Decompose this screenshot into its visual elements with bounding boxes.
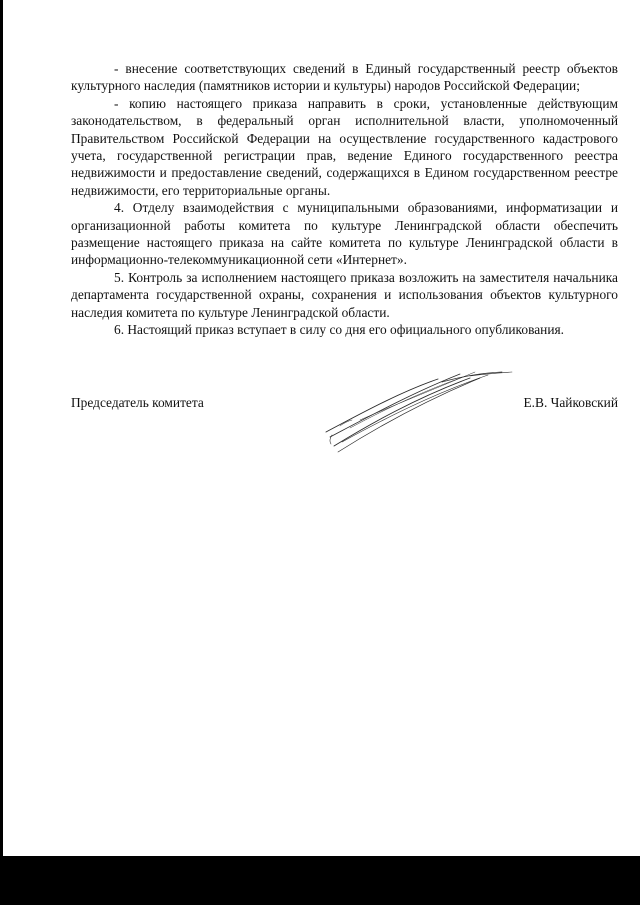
handwritten-signature	[320, 362, 520, 458]
document-body	[71, 60, 618, 339]
paragraph-item-4: 4. Отделу взаимодействия с муниципальными образованиями, информатизации и организационной работы комитета по культуре Ленинградской области обеспечить размещение настоящего приказа на сайте комитета по культуре Ленинградской области в информационно-телекоммуникационной сети «Интернет».	[71, 200, 618, 268]
paragraph-item-6: 6. Настоящий приказ вступает в силу со дня его официального опубликования.	[114, 322, 564, 338]
signatory-name: Е.В. Чайковский	[523, 395, 618, 410]
paragraph-copy-to-authority: - копию настоящего приказа направить в сроки, установленные действующим законодательством, в федеральный орган исполнительной власти, уполномоченный Правительством Российской Федерации на осуществление государственного кадастрового учета, государственной регистрации прав, ведение Единого государственного реестра недвижимости и предоставление сведений, содержащихся в Едином государственном реестре недвижимости, его территориальные органы.	[71, 95, 618, 198]
signatory-title: Председатель комитета	[71, 395, 204, 410]
scan-bottom-edge	[0, 856, 640, 905]
scan-left-edge	[0, 0, 3, 905]
paragraph-item-5: 5. Контроль за исполнением настоящего приказа возложить на заместителя начальника департамента государственной охраны, сохранения и использования объектов культурного наследия комитета по культуре Ленинградской области.	[71, 269, 618, 320]
paragraph-registry-entry: - внесение соответствующих сведений в Единый государственный реестр объектов культурного наследия (памятников истории и культуры) народов Российской Федерации;	[71, 61, 618, 94]
